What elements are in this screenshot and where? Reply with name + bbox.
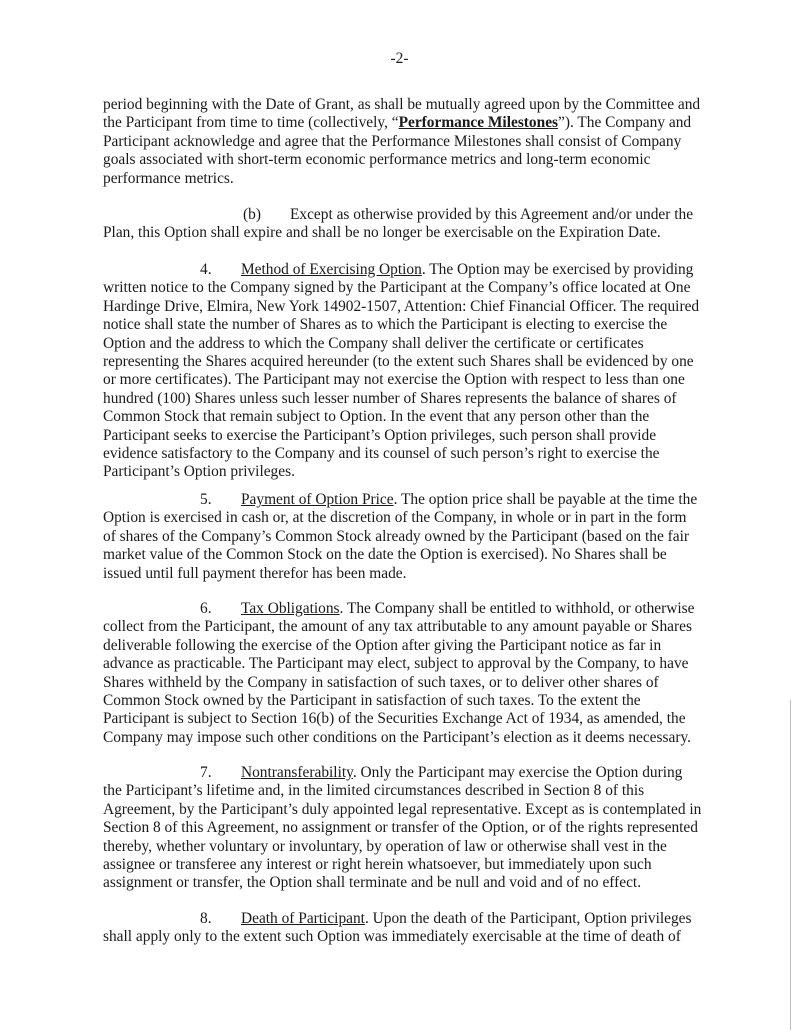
- continuation-paragraph: [103, 96, 703, 188]
- continuation-text-before: period beginning with the Date of Grant, as shall be mutually agreed upon by the Committee and the Participant from time to time (collectively, “: [103, 96, 701, 132]
- section-5-number: 5.: [200, 491, 212, 508]
- section-5-paragraph: [103, 491, 703, 583]
- section-6-heading: Tax Obligations: [241, 600, 340, 617]
- section-6-number: 6.: [200, 600, 212, 617]
- section-6-paragraph: [103, 600, 703, 747]
- defined-term-performance-milestones: Performance Milestones: [398, 114, 559, 132]
- section-7-heading: Nontransferability: [241, 764, 353, 781]
- section-6-text: . The Company shall be entitled to withhold, or otherwise collect from the Participant, the amount of any tax attributable to any amount payable or Shares deliverable following the exercise of the Option after giving the Participant notice as far in advance as practicable. The Participant may elect, subject to approval by the Company, to have Shares withheld by the Company in satisfaction of such taxes, or to deliver other shares of Common Stock owned by the Participant in satisfaction of such taxes. To the extent the Participant is subject to Section 16(b) of the Securities Exchange Act of 1934, as amended, the Company may impose such other conditions on the Participant’s election as it deems necessary.: [103, 600, 695, 746]
- section-8-heading: Death of Participant: [241, 910, 365, 927]
- section-5-heading: Payment of Option Price: [241, 491, 394, 508]
- continuation-text-after: ”). The Company and Participant acknowledge and agree that the Performance Milestones shall consist of Company goals associated with short-term economic performance metrics and long-term economic performance metrics.: [103, 114, 692, 187]
- subsection-b-text: Except as otherwise provided by this Agreement and/or under the Plan, this Option shall expire and shall be no longer be exercisable on the Expiration Date.: [103, 206, 694, 242]
- section-4-heading: Method of Exercising Option: [241, 261, 422, 278]
- page-number: -2-: [390, 50, 409, 67]
- section-8-paragraph: [103, 910, 703, 947]
- section-8-text: . Upon the death of the Participant, Option privileges shall apply only to the extent such Option was immediately exercisable at the time of death of: [103, 910, 692, 946]
- section-4-paragraph: [103, 261, 703, 482]
- section-8-number: 8.: [200, 910, 212, 927]
- scan-edge-line: [790, 700, 791, 1030]
- section-5-text: . The option price shall be payable at the time the Option is exercised in cash or, at the discretion of the Company, in whole or in part in the form of shares of the Company’s Common Stock already owned by the Participant (based on the fair market value of the Common Stock on the date the Option is exercised). No Shares shall be issued until full payment therefor has been made.: [103, 491, 698, 582]
- section-4-number: 4.: [200, 261, 212, 278]
- subsection-b-paragraph: [103, 206, 703, 243]
- section-7-text: . Only the Participant may exercise the Option during the Participant’s lifetime and, in the limited circumstances described in Section 8 of this Agreement, by the Participant’s duly appointed legal representative. Except as is contemplated in Section 8 of this Agreement, no assignment or transfer of the Option, or of the rights represented thereby, whether voluntary or involuntary, by operation of law or otherwise shall vest in the assignee or transferee any interest or right herein whatsoever, but immediately upon such assignment or transfer, the Option shall terminate and be null and void and of no effect.: [103, 764, 702, 892]
- section-7-paragraph: [103, 764, 703, 893]
- section-7-number: 7.: [200, 764, 212, 781]
- section-4-text: . The Option may be exercised by providing written notice to the Company signed by the Participant at the Company’s office located at One Hardinge Drive, Elmira, New York 14902-1507, Attention: Chief Financial Officer. The required notice shall state the number of Shares as to which the Participant is electing to exercise the Option and the address to which the Company shall deliver the certificate or certificates representing the Shares acquired hereunder (to the extent such Shares shall be evidenced by one or more certificates). The Participant may not exercise the Option with respect to less than one hundred (100) Shares unless such lesser number of Shares represents the balance of shares of Common Stock that remain subject to Option. In the event that any person other than the Participant seeks to exercise the Participant’s Option privileges, such person shall provide evidence satisfactory to the Company and its counsel of such person’s right to exercise the Participant’s Option privileges.: [103, 261, 700, 481]
- subsection-b-label: (b): [243, 206, 261, 223]
